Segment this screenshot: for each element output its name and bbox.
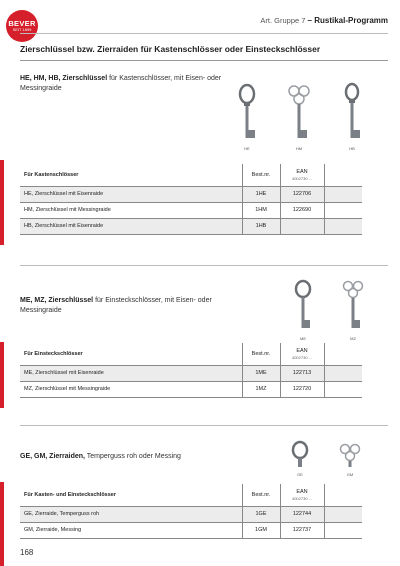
- section-heading-ge-gm: [20, 452, 235, 462]
- page-header: [200, 16, 388, 25]
- section-heading-bold: HE, HM, HB, Zierschlüssel: [20, 75, 108, 82]
- row-ean: 122713: [280, 365, 324, 381]
- row-ean: 122690: [280, 202, 324, 218]
- ean-prefix: 4002730 ...: [291, 354, 313, 360]
- key-caption-hb: HB: [349, 146, 355, 151]
- key-caption-hm: HM: [295, 146, 303, 151]
- page-title: Zierschlüssel bzw. Zierraiden für Kastenschlösser oder Einsteckschlösser: [20, 44, 321, 54]
- section-accent-bar: [0, 342, 4, 408]
- row-desc: GE, Zierraide, Temperguss roh: [20, 506, 242, 522]
- row-desc: HE, Zierschlüssel mit Eisenraide: [20, 186, 242, 202]
- row-ean: 122744: [280, 506, 324, 522]
- section-heading-bold: GE, GM, Zierraiden,: [20, 453, 85, 460]
- row-best: 1HM: [242, 202, 280, 218]
- key-image-gm: [338, 442, 362, 477]
- section-divider: [20, 425, 388, 426]
- key-caption-ge: GE: [297, 472, 303, 477]
- row-empty: [324, 202, 362, 218]
- ean-prefix: 4002730 ...: [291, 175, 313, 181]
- section-heading-he-hm-hb: [20, 74, 235, 94]
- row-best: 1GM: [242, 522, 280, 538]
- ean-label: EAN: [296, 347, 308, 354]
- ean-label: EAN: [296, 488, 308, 495]
- title-rule: [20, 60, 388, 61]
- table-header-desc: Für Einsteckschlösser: [20, 343, 242, 365]
- section-heading-rest: für Kastenschlösser, mit Eisen- oder Messingraide: [20, 75, 222, 92]
- key-image-me: [292, 278, 314, 341]
- table-row: [20, 381, 362, 397]
- row-empty: [324, 522, 362, 538]
- table-header-ean: [280, 343, 324, 365]
- row-ean: 122720: [280, 381, 324, 397]
- table-header-best: Best.nr.: [242, 484, 280, 506]
- ean-prefix: 4002730 ...: [291, 495, 313, 501]
- header-rule: [20, 33, 388, 34]
- row-empty: [324, 186, 362, 202]
- key-caption-he: HE: [244, 146, 250, 151]
- section-divider: [20, 265, 388, 266]
- row-ean: 122706: [280, 186, 324, 202]
- row-desc: HM, Zierschlüssel mit Messingraide: [20, 202, 242, 218]
- key-caption-me: ME: [300, 336, 306, 341]
- section-accent-bar: [0, 482, 4, 566]
- table-row: [20, 365, 362, 381]
- row-desc: ME, Zierschlüssel mit Eisenraide: [20, 365, 242, 381]
- row-ean: 122737: [280, 522, 324, 538]
- row-best: 1MZ: [242, 381, 280, 397]
- group-prefix: Art. Gruppe 7: [260, 16, 306, 25]
- section-heading-rest: für Einsteckschlösser, mit Eisen- oder Messingraide: [20, 297, 212, 314]
- section-heading-bold: ME, MZ, Zierschlüssel: [20, 297, 94, 304]
- row-empty: [324, 218, 362, 234]
- row-desc: GM, Zierraide, Messing: [20, 522, 242, 538]
- section-heading-rest: Temperguss roh oder Messing: [84, 453, 181, 460]
- key-image-hm: [286, 82, 312, 151]
- table-header-ean: [280, 484, 324, 506]
- bever-logo: [6, 10, 38, 42]
- key-image-ge: [290, 440, 310, 477]
- ean-label: EAN: [296, 168, 308, 175]
- logo-name: BEVER: [8, 18, 36, 28]
- table-row: [20, 506, 362, 522]
- row-best: 1HB: [242, 218, 280, 234]
- section-heading-me-mz: [20, 296, 235, 316]
- table-header-desc: Für Kastenschlösser: [20, 164, 242, 186]
- table-header-row: [20, 343, 362, 365]
- table-row: [20, 218, 362, 234]
- table-header-desc: Für Kasten- und Einsteckschlösser: [20, 484, 242, 506]
- key-image-mz: [340, 278, 366, 341]
- row-empty: [324, 381, 362, 397]
- logo-sub: SEIT 1899: [12, 27, 32, 33]
- table-row: [20, 186, 362, 202]
- row-desc: MZ, Zierschlüssel mit Messingraide: [20, 381, 242, 397]
- row-desc: HB, Zierschlüssel mit Eisenraide: [20, 218, 242, 234]
- table-row: [20, 202, 362, 218]
- table-header-ean: [280, 164, 324, 186]
- table-header-empty: [324, 484, 362, 506]
- product-table-kastenschloesser: [20, 164, 362, 235]
- key-image-he: [236, 82, 258, 151]
- table-header-row: [20, 484, 362, 506]
- table-header-best: Best.nr.: [242, 164, 280, 186]
- product-table-einsteckschloesser: [20, 343, 362, 398]
- row-ean: [280, 218, 324, 234]
- group-title: – Rustikal-Programm: [307, 16, 388, 25]
- table-header-empty: [324, 343, 362, 365]
- table-header-row: [20, 164, 362, 186]
- row-best: 1ME: [242, 365, 280, 381]
- table-row: [20, 522, 362, 538]
- key-image-hb: [340, 82, 364, 151]
- key-caption-gm: GM: [346, 472, 354, 477]
- section-accent-bar: [0, 160, 4, 245]
- page-number: 168: [20, 548, 34, 557]
- row-empty: [324, 506, 362, 522]
- key-caption-mz: MZ: [350, 336, 356, 341]
- row-best: 1HE: [242, 186, 280, 202]
- row-empty: [324, 365, 362, 381]
- table-header-empty: [324, 164, 362, 186]
- table-header-best: Best.nr.: [242, 343, 280, 365]
- row-best: 1GE: [242, 506, 280, 522]
- product-table-kasten-einsteck: [20, 484, 362, 539]
